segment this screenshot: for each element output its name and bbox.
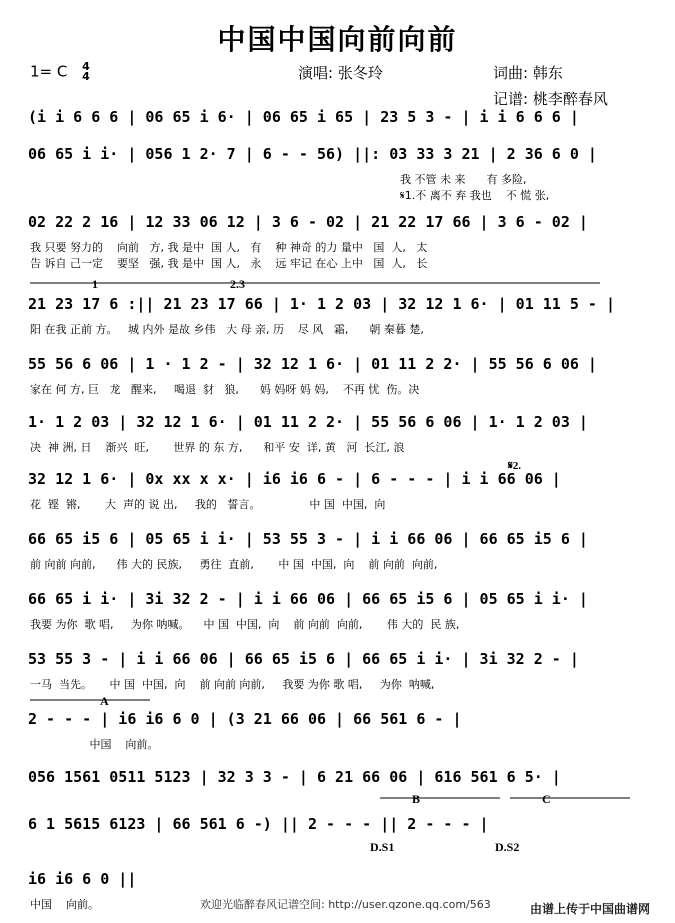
coda-a-label: A	[100, 694, 109, 708]
time-bottom: 4	[82, 70, 90, 83]
notation-line: 056 1561 0511 5123 | 32 3 3 - | 6 21 66 06 | 616 561 6 5· |	[28, 768, 561, 786]
volta-23-label: 2.3	[230, 277, 245, 291]
lyric-line-1: 中国 向前。	[30, 898, 99, 911]
key-signature	[30, 62, 90, 82]
segno-2-mark: 𝄋2.	[508, 460, 521, 472]
notation-line: 66 65 i i· | 3i 32 2 - | i i 66 06 | 66 65 i5 6 | 05 65 i i· |	[28, 590, 588, 608]
coda-c-label: C	[542, 792, 551, 806]
notation-line: 55 56 6 06 | 1 · 1 2 - | 32 12 1 6· | 01 11 2 2· | 55 56 6 06 |	[28, 355, 597, 373]
watermark-text: 由谱上传于中国曲谱网	[530, 902, 651, 916]
lyric-line-1: 我 不管 未 来 有 多险,	[400, 173, 527, 186]
ds1-mark: D.S1	[370, 840, 395, 854]
notation-line: 53 55 3 - | i i 66 06 | 66 65 i5 6 | 66 65 i i· | 3i 32 2 - |	[28, 650, 579, 668]
lyric-line-1: 一马 当先。 中 国 中国, 向 前 向前 向前, 我要 为你 歌 唱, 为你 呐喊,	[30, 678, 435, 691]
lyric-line-1: 中国 向前。	[30, 738, 159, 751]
notation-line: 06 65 i i· | 056 1 2· 7 | 6 - - 56) ||: 03 33 3 21 | 2 36 6 0 |	[28, 145, 597, 163]
time-top: 4	[82, 60, 90, 73]
key-label: 1= C	[30, 62, 68, 81]
lyric-line-1: 家在 何 方, 巨 龙 醒来, 喝退 豺 狼, 妈 妈呀 妈 妈, 不再 忧 伤。决	[30, 383, 420, 396]
lyric-line-1: 我要 为你 歌 唱, 为你 呐喊。 中 国 中国, 向 前 向前 向前, 伟 大的 民 族,	[30, 618, 460, 631]
notation-line: 2 - - - | i6 i6 6 0 | (3 21 66 06 | 66 561 6 - |	[28, 710, 462, 728]
transcriber-credit: 记谱: 桃李醉春风	[493, 90, 608, 108]
notation-line: i6 i6 6 0 ||	[28, 870, 137, 888]
lyric-line-2: 𝄋1.不 离不 弃 我也 不 慌 张,	[400, 189, 550, 202]
notation-line: 6 1 5615 6123 | 66 561 6 -) || 2 - - - || 2 - - - |	[28, 815, 489, 833]
time-signature	[82, 62, 90, 82]
notation-line: 1· 1 2 03 | 32 12 1 6· | 01 11 2 2· | 55 56 6 06 | 1· 1 2 03 |	[28, 413, 588, 431]
notation-line: (i i 6 6 6 | 06 65 i 6· | 06 65 i 65 | 23 5 3 - | i i 6 6 6 |	[28, 108, 579, 126]
singer-credit: 演唱: 张冬玲	[298, 64, 383, 82]
lyric-line-1: 我 只要 努力的 向前 方, 我 是中 国 人, 有 种 神奇 的力 量中 国 人, 太	[30, 241, 428, 254]
notation-line: 02 22 2 16 | 12 33 06 12 | 3 6 - 02 | 21 22 17 66 | 3 6 - 02 |	[28, 213, 588, 231]
lyric-line-1: 前 向前 向前, 伟 大的 民族, 勇往 直前, 中 国 中国, 向 前 向前 向前,	[30, 558, 438, 571]
lyric-line-1: 花 铿 锵, 大 声的 说 出, 我的 誓言。 中 国 中国, 向	[30, 498, 386, 511]
song-title: 中国中国向前向前	[217, 23, 458, 56]
footer-text: 欢迎光临醉春风记谱空间: http://user.qzone.qq.com/563	[200, 898, 491, 911]
coda-b-label: B	[412, 792, 421, 806]
lyric-line-1: 决 神 洲, 日 渐兴 旺, 世界 的 东 方, 和平 安 详, 黄 河 长江, 浪	[30, 441, 405, 454]
ds2-mark: D.S2	[495, 840, 520, 854]
lyricist-credit: 词曲: 韩东	[493, 64, 563, 82]
volta-1-label: 1	[92, 277, 98, 291]
notation-line: 32 12 1 6· | 0x xx x x· | i6 i6 6 - | 6 - - - | i i 66 06 |	[28, 470, 561, 488]
lyric-line-2: 告 诉自 己一定 要坚 强, 我 是中 国 人, 永 远 牢记 在心 上中 国 人, 长	[30, 257, 428, 270]
notation-line: 21 23 17 6 :|| 21 23 17 66 | 1· 1 2 03 | 32 12 1 6· | 01 11 5 - |	[28, 295, 615, 313]
notation-line: 66 65 i5 6 | 05 65 i i· | 53 55 3 - | i i 66 06 | 66 65 i5 6 |	[28, 530, 588, 548]
lyric-line-1: 阳 在我 正前 方。 城 内外 是故 乡伟 大 母 亲, 历 尽 风 霜, 朝 秦暮 楚,	[30, 323, 424, 336]
